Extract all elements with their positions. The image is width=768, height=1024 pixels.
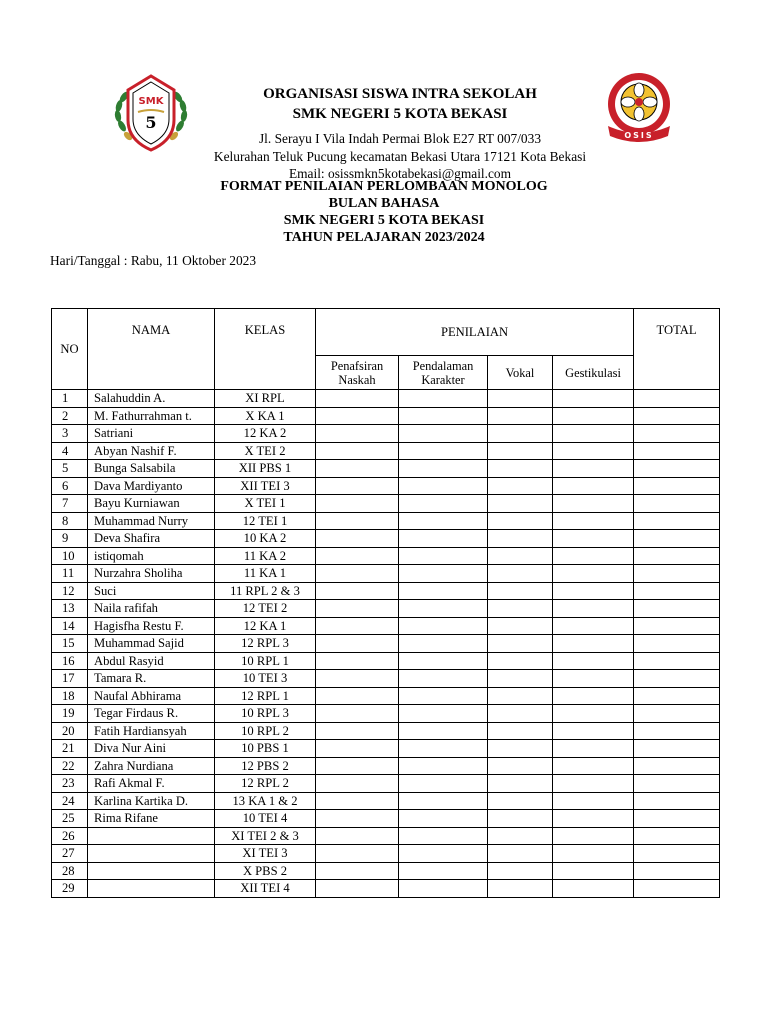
table-row: [52, 390, 720, 408]
cell-pendalaman: [399, 880, 488, 898]
cell-total: [634, 880, 720, 898]
org-name: ORGANISASI SISWA INTRA SEKOLAH: [263, 86, 537, 102]
cell-name: [88, 827, 215, 845]
cell-gestikulasi: [553, 652, 634, 670]
cell-penafsiran: [316, 687, 399, 705]
cell-name: Nurzahra Sholiha: [88, 565, 215, 583]
cell-class: XII TEI 4: [215, 880, 316, 898]
cell-class: 12 PBS 2: [215, 757, 316, 775]
assessment-table: [51, 308, 720, 898]
cell-gestikulasi: [553, 635, 634, 653]
cell-class: 11 RPL 2 & 3: [215, 582, 316, 600]
cell-penafsiran: [316, 652, 399, 670]
cell-class: 12 RPL 1: [215, 687, 316, 705]
cell-vokal: [488, 670, 553, 688]
cell-no: 2: [52, 407, 88, 425]
cell-penafsiran: [316, 617, 399, 635]
cell-total: [634, 722, 720, 740]
cell-vokal: [488, 442, 553, 460]
cell-class: X KA 1: [215, 407, 316, 425]
address-line-2: Kelurahan Teluk Pucung kecamatan Bekasi Utara 17121 Kota Bekasi: [213, 148, 587, 164]
cell-name: Tamara R.: [88, 670, 215, 688]
cell-class: XII PBS 1: [215, 460, 316, 478]
cell-total: [634, 635, 720, 653]
cell-gestikulasi: [553, 862, 634, 880]
cell-gestikulasi: [553, 512, 634, 530]
cell-pendalaman: [399, 565, 488, 583]
table-row: [52, 477, 720, 495]
cell-class: 12 KA 2: [215, 425, 316, 443]
table-row: [52, 862, 720, 880]
smk-school-emblem-icon: [108, 70, 194, 156]
cell-pendalaman: [399, 740, 488, 758]
cell-class: XI RPL: [215, 390, 316, 408]
cell-total: [634, 495, 720, 513]
cell-no: 19: [52, 705, 88, 723]
cell-class: 10 TEI 4: [215, 810, 316, 828]
cell-vokal: [488, 845, 553, 863]
cell-pendalaman: [399, 442, 488, 460]
table-row: [52, 687, 720, 705]
cell-name: [88, 880, 215, 898]
cell-total: [634, 407, 720, 425]
header-sub-gestikulasi: Gestikulasi: [553, 356, 634, 390]
cell-name: Satriani: [88, 425, 215, 443]
cell-total: [634, 810, 720, 828]
cell-gestikulasi: [553, 565, 634, 583]
cell-gestikulasi: [553, 442, 634, 460]
cell-vokal: [488, 635, 553, 653]
table-row: [52, 407, 720, 425]
cell-name: Karlina Kartika D.: [88, 792, 215, 810]
cell-pendalaman: [399, 547, 488, 565]
cell-pendalaman: [399, 600, 488, 618]
cell-class: XI TEI 2 & 3: [215, 827, 316, 845]
cell-vokal: [488, 407, 553, 425]
cell-gestikulasi: [553, 600, 634, 618]
table-row: [52, 792, 720, 810]
cell-total: [634, 547, 720, 565]
cell-total: [634, 442, 720, 460]
cell-penafsiran: [316, 722, 399, 740]
cell-vokal: [488, 880, 553, 898]
table-body: [52, 390, 720, 898]
cell-penafsiran: [316, 757, 399, 775]
cell-class: 12 TEI 2: [215, 600, 316, 618]
cell-class: 10 RPL 2: [215, 722, 316, 740]
cell-vokal: [488, 565, 553, 583]
header-class: KELAS: [215, 309, 316, 390]
cell-gestikulasi: [553, 530, 634, 548]
cell-vokal: [488, 390, 553, 408]
cell-pendalaman: [399, 617, 488, 635]
table-row: [52, 582, 720, 600]
table-row: [52, 495, 720, 513]
cell-no: 6: [52, 477, 88, 495]
address-line-1: Jl. Serayu I Vila Indah Permai Blok E27 RT 007/033: [258, 131, 542, 146]
cell-no: 7: [52, 495, 88, 513]
cell-class: 10 RPL 3: [215, 705, 316, 723]
cell-name: Deva Shafira: [88, 530, 215, 548]
cell-vokal: [488, 862, 553, 880]
cell-gestikulasi: [553, 845, 634, 863]
cell-penafsiran: [316, 670, 399, 688]
table-row: [52, 705, 720, 723]
cell-pendalaman: [399, 582, 488, 600]
cell-pendalaman: [399, 862, 488, 880]
cell-vokal: [488, 582, 553, 600]
cell-name: Salahuddin A.: [88, 390, 215, 408]
cell-penafsiran: [316, 495, 399, 513]
cell-penafsiran: [316, 460, 399, 478]
header-name: NAMA: [88, 309, 215, 390]
cell-gestikulasi: [553, 775, 634, 793]
table-row: [52, 635, 720, 653]
cell-pendalaman: [399, 827, 488, 845]
table-row: [52, 722, 720, 740]
cell-name: Muhammad Sajid: [88, 635, 215, 653]
osis-logo-text: OSIS: [624, 131, 654, 140]
cell-class: XII TEI 3: [215, 477, 316, 495]
cell-total: [634, 582, 720, 600]
cell-name: Dava Mardiyanto: [88, 477, 215, 495]
cell-vokal: [488, 425, 553, 443]
cell-total: [634, 530, 720, 548]
title-line-1: FORMAT PENILAIAN PERLOMBAAN MONOLOG: [220, 179, 548, 194]
cell-no: 20: [52, 722, 88, 740]
cell-penafsiran: [316, 810, 399, 828]
header-no: NO: [52, 309, 88, 390]
cell-no: 4: [52, 442, 88, 460]
cell-gestikulasi: [553, 880, 634, 898]
cell-vokal: [488, 827, 553, 845]
cell-name: Zahra Nurdiana: [88, 757, 215, 775]
header-total: TOTAL: [634, 309, 720, 390]
cell-name: Naila rafifah: [88, 600, 215, 618]
cell-total: [634, 845, 720, 863]
osis-emblem-icon: [602, 70, 676, 146]
cell-pendalaman: [399, 425, 488, 443]
cell-total: [634, 705, 720, 723]
cell-vokal: [488, 757, 553, 775]
cell-vokal: [488, 547, 553, 565]
cell-total: [634, 390, 720, 408]
cell-pendalaman: [399, 687, 488, 705]
cell-pendalaman: [399, 477, 488, 495]
cell-penafsiran: [316, 827, 399, 845]
table-row: [52, 652, 720, 670]
cell-vokal: [488, 705, 553, 723]
cell-gestikulasi: [553, 477, 634, 495]
cell-gestikulasi: [553, 407, 634, 425]
cell-no: 13: [52, 600, 88, 618]
cell-vokal: [488, 652, 553, 670]
cell-no: 5: [52, 460, 88, 478]
cell-penafsiran: [316, 407, 399, 425]
cell-pendalaman: [399, 460, 488, 478]
cell-no: 12: [52, 582, 88, 600]
cell-no: 11: [52, 565, 88, 583]
table-row: [52, 670, 720, 688]
cell-vokal: [488, 530, 553, 548]
cell-name: M. Fathurrahman t.: [88, 407, 215, 425]
cell-total: [634, 670, 720, 688]
cell-total: [634, 827, 720, 845]
cell-pendalaman: [399, 635, 488, 653]
cell-name: Hagisfha Restu F.: [88, 617, 215, 635]
title-line-3: SMK NEGERI 5 KOTA BEKASI: [283, 213, 485, 228]
cell-no: 16: [52, 652, 88, 670]
cell-no: 18: [52, 687, 88, 705]
cell-class: 10 PBS 1: [215, 740, 316, 758]
cell-total: [634, 565, 720, 583]
cell-pendalaman: [399, 495, 488, 513]
cell-name: Tegar Firdaus R.: [88, 705, 215, 723]
table-row: [52, 810, 720, 828]
title-line-2: BULAN BAHASA: [328, 196, 440, 211]
cell-no: 27: [52, 845, 88, 863]
cell-class: 10 RPL 1: [215, 652, 316, 670]
cell-pendalaman: [399, 757, 488, 775]
smk-logo-number: 5: [145, 113, 157, 132]
cell-penafsiran: [316, 565, 399, 583]
header-assessment: PENILAIAN: [316, 309, 634, 356]
cell-penafsiran: [316, 705, 399, 723]
cell-vokal: [488, 617, 553, 635]
cell-vokal: [488, 495, 553, 513]
cell-no: 23: [52, 775, 88, 793]
cell-penafsiran: [316, 425, 399, 443]
cell-gestikulasi: [553, 617, 634, 635]
table-row: [52, 600, 720, 618]
cell-vokal: [488, 722, 553, 740]
cell-class: XI TEI 3: [215, 845, 316, 863]
cell-no: 28: [52, 862, 88, 880]
cell-gestikulasi: [553, 547, 634, 565]
cell-no: 22: [52, 757, 88, 775]
table-row: [52, 880, 720, 898]
cell-class: 11 KA 1: [215, 565, 316, 583]
table-row: [52, 617, 720, 635]
table-row: [52, 740, 720, 758]
cell-name: Suci: [88, 582, 215, 600]
cell-name: [88, 845, 215, 863]
cell-class: 12 KA 1: [215, 617, 316, 635]
cell-gestikulasi: [553, 687, 634, 705]
cell-pendalaman: [399, 407, 488, 425]
cell-class: X PBS 2: [215, 862, 316, 880]
cell-name: Abdul Rasyid: [88, 652, 215, 670]
cell-gestikulasi: [553, 827, 634, 845]
cell-class: 12 TEI 1: [215, 512, 316, 530]
cell-total: [634, 775, 720, 793]
cell-name: Rima Rifane: [88, 810, 215, 828]
cell-total: [634, 425, 720, 443]
cell-pendalaman: [399, 652, 488, 670]
cell-vokal: [488, 512, 553, 530]
cell-name: Bunga Salsabila: [88, 460, 215, 478]
cell-name: Bayu Kurniawan: [88, 495, 215, 513]
cell-pendalaman: [399, 512, 488, 530]
cell-gestikulasi: [553, 425, 634, 443]
cell-total: [634, 687, 720, 705]
cell-penafsiran: [316, 582, 399, 600]
cell-penafsiran: [316, 740, 399, 758]
cell-gestikulasi: [553, 722, 634, 740]
cell-penafsiran: [316, 530, 399, 548]
cell-penafsiran: [316, 775, 399, 793]
email-line: Email: osissmkn5kotabekasi@gmail.com: [288, 166, 512, 181]
cell-no: 24: [52, 792, 88, 810]
cell-no: 8: [52, 512, 88, 530]
cell-total: [634, 652, 720, 670]
cell-class: 10 KA 2: [215, 530, 316, 548]
cell-total: [634, 757, 720, 775]
cell-total: [634, 617, 720, 635]
cell-vokal: [488, 460, 553, 478]
cell-name: istiqomah: [88, 547, 215, 565]
title-line-4: TAHUN PELAJARAN 2023/2024: [283, 230, 485, 245]
cell-class: 11 KA 2: [215, 547, 316, 565]
table-row: [52, 547, 720, 565]
cell-gestikulasi: [553, 810, 634, 828]
header-sub-pendalaman: Pendalaman Karakter: [399, 356, 488, 390]
cell-class: X TEI 2: [215, 442, 316, 460]
cell-pendalaman: [399, 775, 488, 793]
cell-total: [634, 600, 720, 618]
table-row: [52, 845, 720, 863]
cell-penafsiran: [316, 635, 399, 653]
cell-pendalaman: [399, 670, 488, 688]
cell-no: 1: [52, 390, 88, 408]
cell-no: 21: [52, 740, 88, 758]
header-sub-vokal: Vokal: [488, 356, 553, 390]
table-row: [52, 512, 720, 530]
cell-class: X TEI 1: [215, 495, 316, 513]
cell-pendalaman: [399, 845, 488, 863]
cell-no: 9: [52, 530, 88, 548]
cell-penafsiran: [316, 600, 399, 618]
cell-name: Abyan Nashif F.: [88, 442, 215, 460]
cell-vokal: [488, 775, 553, 793]
cell-penafsiran: [316, 442, 399, 460]
cell-pendalaman: [399, 705, 488, 723]
cell-vokal: [488, 792, 553, 810]
cell-no: 14: [52, 617, 88, 635]
letterhead: [190, 84, 610, 183]
table-row: [52, 460, 720, 478]
cell-vokal: [488, 810, 553, 828]
cell-no: 15: [52, 635, 88, 653]
cell-name: Muhammad Nurry: [88, 512, 215, 530]
cell-no: 26: [52, 827, 88, 845]
cell-gestikulasi: [553, 670, 634, 688]
date-line: Hari/Tanggal : Rabu, 11 Oktober 2023: [50, 253, 257, 268]
cell-total: [634, 792, 720, 810]
document-title: [0, 178, 768, 246]
cell-penafsiran: [316, 477, 399, 495]
cell-vokal: [488, 600, 553, 618]
cell-penafsiran: [316, 390, 399, 408]
cell-gestikulasi: [553, 582, 634, 600]
cell-penafsiran: [316, 547, 399, 565]
cell-pendalaman: [399, 722, 488, 740]
table-row: [52, 530, 720, 548]
table-row: [52, 442, 720, 460]
cell-gestikulasi: [553, 792, 634, 810]
cell-no: 10: [52, 547, 88, 565]
cell-pendalaman: [399, 530, 488, 548]
table-row: [52, 425, 720, 443]
cell-total: [634, 460, 720, 478]
cell-name: Rafi Akmal F.: [88, 775, 215, 793]
cell-penafsiran: [316, 862, 399, 880]
cell-gestikulasi: [553, 390, 634, 408]
cell-gestikulasi: [553, 757, 634, 775]
header-sub-penafsiran: Penafsiran Naskah: [316, 356, 399, 390]
table-row: [52, 565, 720, 583]
cell-pendalaman: [399, 390, 488, 408]
cell-class: 12 RPL 3: [215, 635, 316, 653]
cell-gestikulasi: [553, 460, 634, 478]
cell-penafsiran: [316, 845, 399, 863]
cell-penafsiran: [316, 512, 399, 530]
cell-no: 3: [52, 425, 88, 443]
cell-gestikulasi: [553, 740, 634, 758]
cell-total: [634, 512, 720, 530]
cell-name: Diva Nur Aini: [88, 740, 215, 758]
cell-total: [634, 740, 720, 758]
cell-penafsiran: [316, 880, 399, 898]
cell-gestikulasi: [553, 495, 634, 513]
table-row: [52, 827, 720, 845]
cell-vokal: [488, 687, 553, 705]
cell-name: Fatih Hardiansyah: [88, 722, 215, 740]
cell-no: 29: [52, 880, 88, 898]
cell-class: 12 RPL 2: [215, 775, 316, 793]
cell-name: [88, 862, 215, 880]
school-name: SMK NEGERI 5 KOTA BEKASI: [292, 106, 508, 122]
cell-gestikulasi: [553, 705, 634, 723]
cell-pendalaman: [399, 810, 488, 828]
cell-class: 10 TEI 3: [215, 670, 316, 688]
smk-logo-text: SMK: [138, 96, 164, 107]
cell-name: Naufal Abhirama: [88, 687, 215, 705]
cell-total: [634, 862, 720, 880]
cell-no: 25: [52, 810, 88, 828]
cell-pendalaman: [399, 792, 488, 810]
cell-no: 17: [52, 670, 88, 688]
cell-vokal: [488, 477, 553, 495]
cell-total: [634, 477, 720, 495]
cell-vokal: [488, 740, 553, 758]
table-row: [52, 775, 720, 793]
table-row: [52, 757, 720, 775]
cell-penafsiran: [316, 792, 399, 810]
cell-class: 13 KA 1 & 2: [215, 792, 316, 810]
